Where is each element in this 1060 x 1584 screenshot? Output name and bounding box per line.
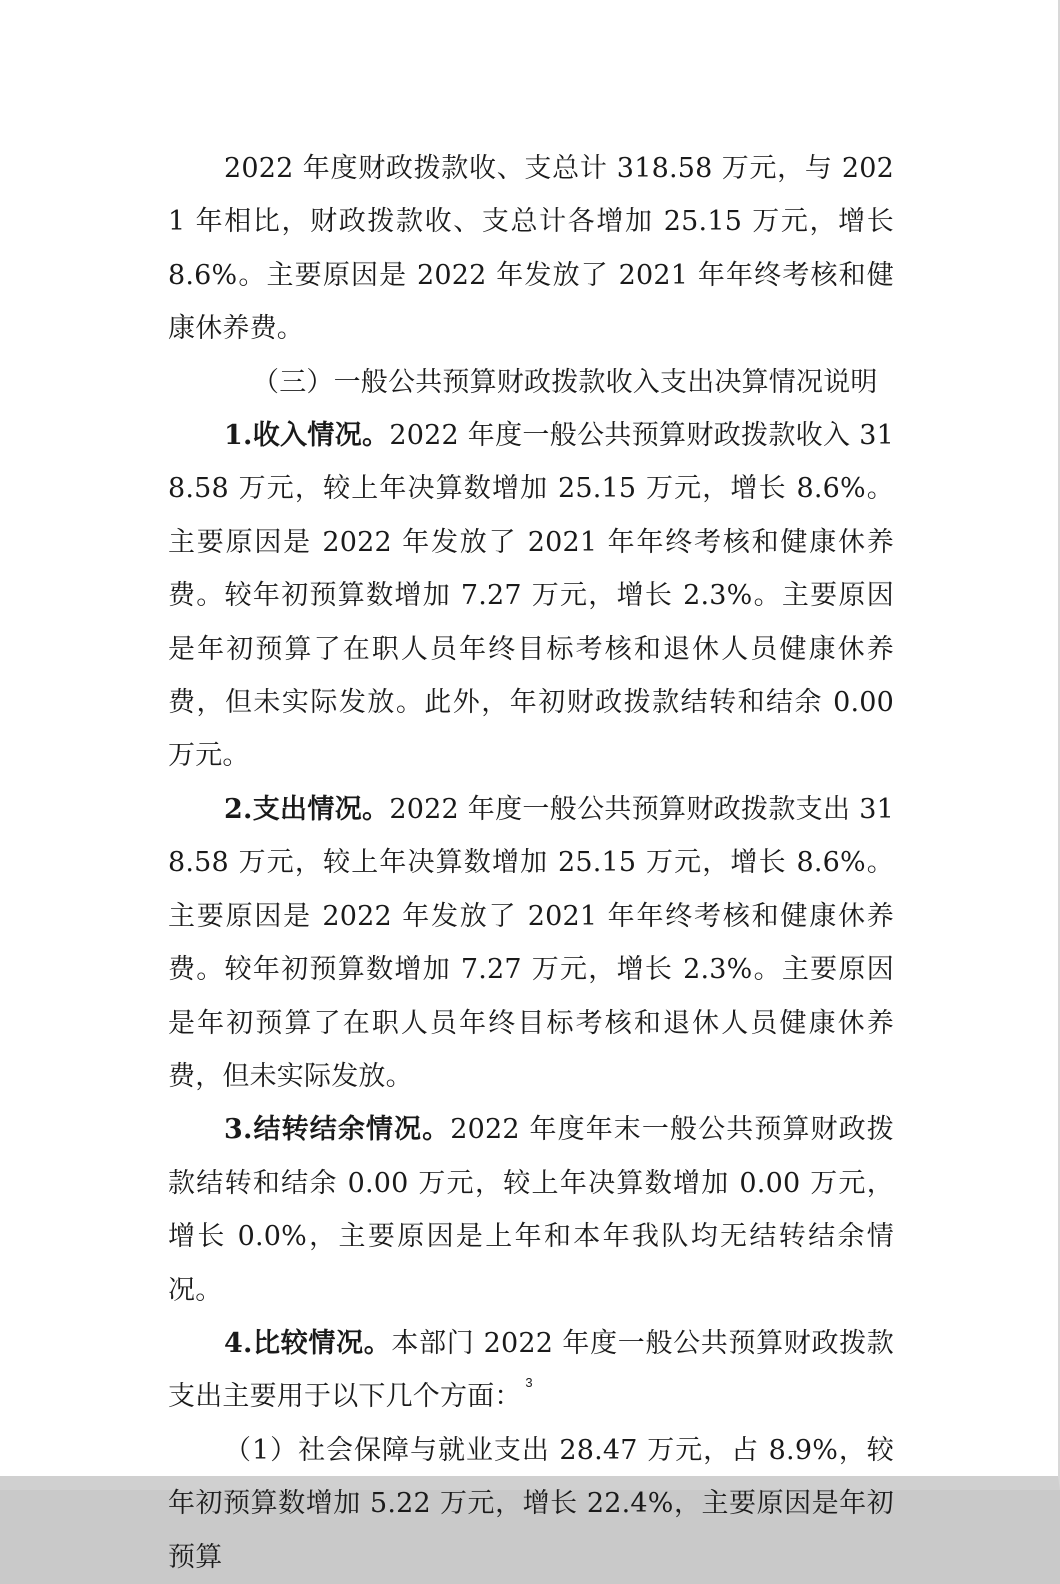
paragraph-text: 2022 年度一般公共预算财政拨款收入 318.58 万元，较上年决算数增加 25.15 万元，增长 8.6%。主要原因是 2022 年发放了 2021 年年终考核和健康休养费。较年初预算数增加 7.27 万元，增长 2.3%。主要原因是年初预算了在职人员年终目标考核和退休人员健康休养费，但未实际发放。此外，年初财政拨款结转和结余 0.00 万元。 — [168, 420, 894, 772]
paragraph-text: 2022 年度财政拨款收、支总计 318.58 万元，与 2021 年相比，财政拨款收、支总计各增加 25.15 万元，增长 8.6%。主要原因是 2022 年发放了 2021 年年终考核和健康休养费。 — [168, 153, 894, 345]
paragraph-text: 2022 年度年末一般公共预算财政拨款结转和结余 0.00 万元，较上年决算数增加 0.00 万元，增长 0.0%，主要原因是上年和本年我队均无结转结余情况。 — [168, 1114, 894, 1306]
paragraph-lead: 4.比较情况。 — [224, 1327, 392, 1359]
paragraph-carryover — [168, 1103, 894, 1317]
paragraph-comparison — [168, 1317, 894, 1424]
document-body — [168, 142, 894, 1584]
paragraph-text: 2022 年度一般公共预算财政拨款支出 318.58 万元，较上年决算数增加 25.15 万元，增长 8.6%。主要原因是 2022 年发放了 2021 年年终考核和健康休养费。较年初预算数增加 7.27 万元，增长 2.3%。主要原因是年初预算了在职人员年终目标考核和退休人员健康休养费，但未实际发放。 — [168, 793, 894, 1092]
paragraph-social-security — [168, 1424, 894, 1584]
paragraph-income — [168, 409, 894, 783]
page-number: 3 — [525, 1375, 533, 1390]
paragraph-lead: 2.支出情况。 — [224, 793, 390, 825]
paragraph-lead: 1.收入情况。 — [224, 420, 390, 452]
section-heading: （三）一般公共预算财政拨款收入支出决算情况说明 — [252, 366, 878, 398]
paragraph-text: 本部门 2022 年度一般公共预算财政拨款支出主要用于以下几个方面： — [168, 1327, 894, 1413]
paragraph-expenditure — [168, 783, 894, 1103]
paragraph-summary — [168, 142, 894, 356]
paragraph-lead: 3.结转结余情况。 — [224, 1114, 451, 1146]
paragraph-text: （1）社会保障与就业支出 28.47 万元，占 8.9%，较年初预算数增加 5.22 万元，增长 22.4%，主要原因是年初预算 — [168, 1434, 894, 1573]
